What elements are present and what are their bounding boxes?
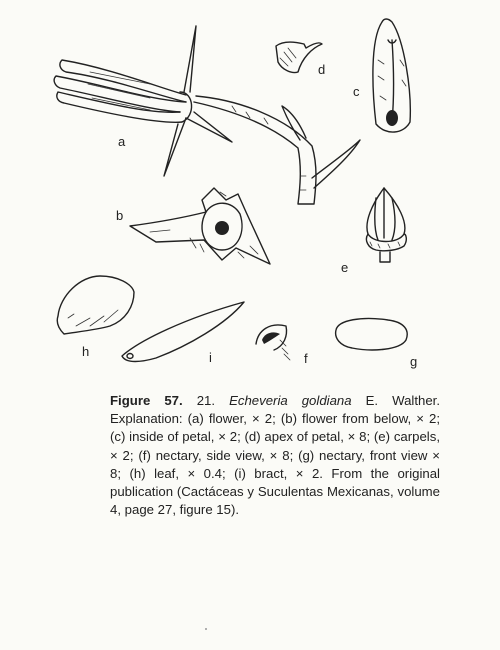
species-author: E. Walther.: [365, 393, 440, 408]
species-name: Echeveria goldiana: [229, 393, 352, 408]
nectary-front-view-drawing: [336, 318, 408, 349]
paper-speck: [205, 628, 207, 630]
panel-letter-b: b: [116, 208, 124, 223]
flower-side-view-drawing: [54, 26, 360, 204]
panel-letter-g: g: [410, 354, 418, 369]
inside-of-petal-drawing: [373, 19, 410, 132]
figure-number: 21.: [196, 393, 216, 408]
carpels-drawing: [366, 188, 406, 262]
panel-letter-f: f: [304, 351, 308, 366]
panel-letter-e: e: [341, 260, 349, 275]
panel-letter-c: c: [353, 84, 360, 99]
figure-caption: [110, 392, 440, 519]
panel-letter-d: d: [318, 62, 326, 77]
caption-explanation: Explanation: (a) flower, × 2; (b) flower from below, × 2; (c) inside of petal, × 2; (d) apex of petal, × 8; (e) carpels, × 2; (f) nectary, side view, × 8; (g) nectary, front view × 8; (h) leaf, × 0.4; (i) bract, × 2. From the original publication (Cactáceas y Suculentas Mexicanas, volume 4, page 27, figure 15).: [110, 411, 440, 518]
flower-from-below-drawing: [130, 188, 270, 264]
panel-letter-a: a: [118, 134, 126, 149]
figure-label: Figure 57.: [110, 393, 183, 408]
leaf-drawing: [57, 276, 134, 334]
panel-letter-h: h: [82, 344, 90, 359]
panel-letter-i: i: [209, 350, 212, 365]
petal-apex-drawing: [276, 42, 322, 73]
bract-drawing: [122, 302, 244, 362]
nectary-side-view-drawing: [256, 325, 290, 360]
